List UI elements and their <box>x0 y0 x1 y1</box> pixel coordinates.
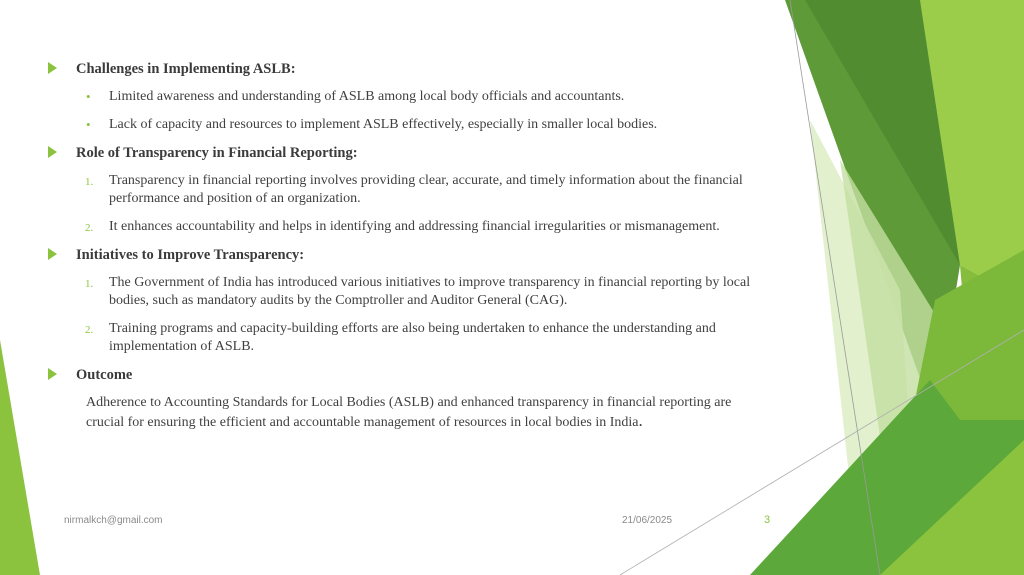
list-item-text: Transparency in financial reporting involves providing clear, accurate, and timely information about the financial performance and position of an organization. <box>109 173 743 206</box>
section-heading-text: Initiatives to Improve Transparency: <box>76 247 305 263</box>
outcome-paragraph <box>46 394 756 432</box>
footer-email: nirmalkch@gmail.com <box>64 515 163 526</box>
list-item-text: Lack of capacity and resources to implement ASLB effectively, especially in smaller local bodies. <box>109 117 658 132</box>
list-item <box>46 320 756 356</box>
arrow-bullet-icon <box>48 368 57 380</box>
section-heading <box>46 366 756 384</box>
section-heading <box>46 60 756 78</box>
outcome-text: Adherence to Accounting Standards for Local Bodies (ASLB) and enhanced transparency in financial reporting are crucial for ensuring the efficient and accountable management of resources in local bodies in India <box>86 395 732 430</box>
list-item-text: Training programs and capacity-building efforts are also being undertaken to enhance the understanding and implementation of ASLB. <box>109 321 716 354</box>
list-number: 2. <box>85 324 94 336</box>
list-item <box>46 274 756 310</box>
list-item <box>46 218 756 236</box>
section-heading-text: Role of Transparency in Financial Reporting: <box>76 145 358 161</box>
footer-date: 21/06/2025 <box>622 515 673 526</box>
slide-content <box>46 60 756 432</box>
arrow-bullet-icon <box>48 146 57 158</box>
section-heading-text: Challenges in Implementing ASLB: <box>76 61 296 77</box>
outcome-end-mark: . <box>638 411 643 430</box>
section-heading-text: Outcome <box>76 367 133 383</box>
list-item-text: The Government of India has introduced various initiatives to improve transparency in financial reporting by local bodies, such as mandatory audits by the Comptroller and Auditor General (CAG). <box>109 275 751 308</box>
left-accent-shape <box>0 340 40 575</box>
list-item-text: It enhances accountability and helps in identifying and addressing financial irregularities or mismanagement. <box>109 219 720 234</box>
list-item <box>46 88 756 106</box>
arrow-bullet-icon <box>48 248 57 260</box>
list-number: 1. <box>85 176 94 188</box>
dot-bullet-icon: • <box>86 117 91 132</box>
section-heading <box>46 144 756 162</box>
list-number: 2. <box>85 222 94 234</box>
arrow-bullet-icon <box>48 62 57 74</box>
list-item <box>46 172 756 208</box>
page-number: 3 <box>764 514 771 526</box>
list-item <box>46 116 756 134</box>
dot-bullet-icon: • <box>86 89 91 104</box>
list-item-text: Limited awareness and understanding of ASLB among local body officials and accountants. <box>109 89 625 104</box>
section-heading <box>46 246 756 264</box>
list-number: 1. <box>85 278 94 290</box>
